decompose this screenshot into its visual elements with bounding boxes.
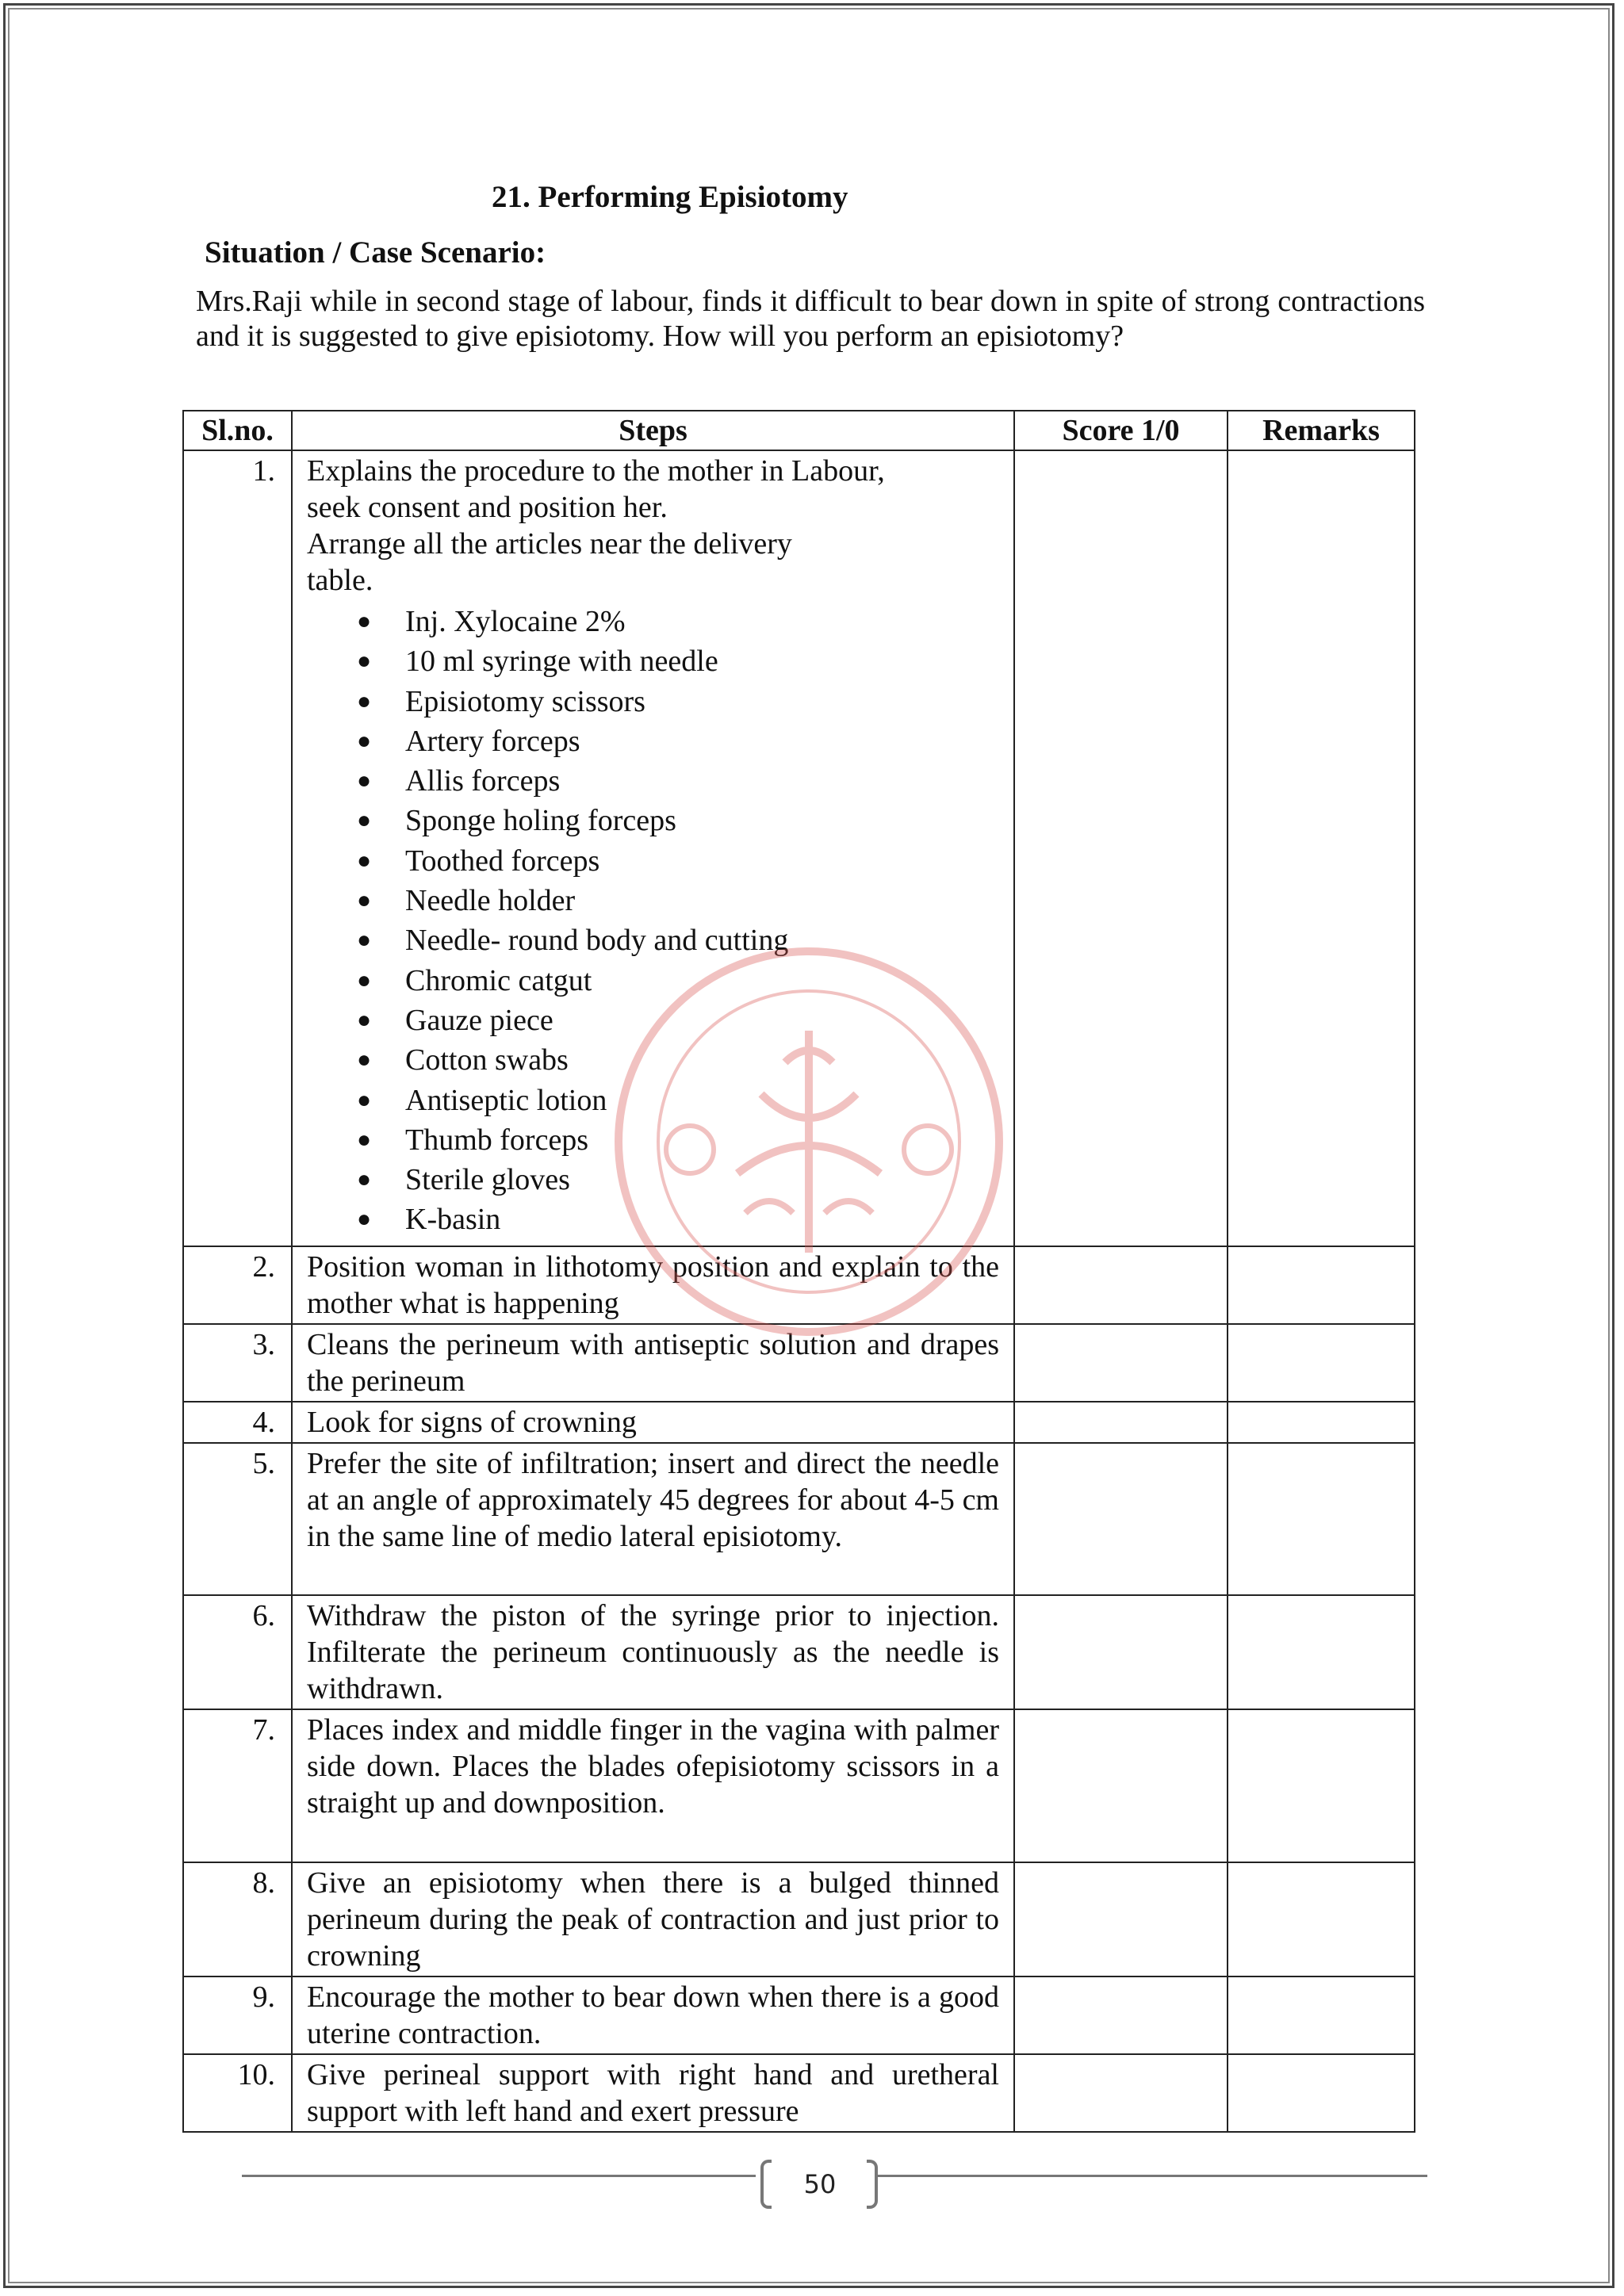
score-cell[interactable] bbox=[1014, 1595, 1228, 1709]
header-score: Score 1/0 bbox=[1014, 411, 1228, 450]
table-row bbox=[183, 1862, 1415, 1976]
bullet-icon: ● bbox=[357, 966, 372, 993]
score-cell[interactable] bbox=[1014, 1324, 1228, 1402]
row-step-text: Cleans the perineum with antiseptic solution and drapes the perineum bbox=[292, 1324, 1014, 1402]
row-sl-no: 7. bbox=[183, 1709, 292, 1862]
row-sl-no: 10. bbox=[183, 2054, 292, 2132]
score-cell[interactable] bbox=[1014, 1443, 1228, 1595]
list-item: ● Thumb forceps bbox=[307, 1120, 999, 1160]
remarks-cell[interactable] bbox=[1228, 2054, 1415, 2132]
bullet-icon: ● bbox=[357, 608, 372, 634]
list-item: ● Needle holder bbox=[307, 881, 999, 920]
row-sl-no: 6. bbox=[183, 1595, 292, 1709]
bullet-icon: ● bbox=[357, 1086, 372, 1113]
row-step-text: Prefer the site of infiltration; insert and direct the needle at an angle of approximately 45 degrees for about 4-5 cm in the same line of medio lateral episiotomy. bbox=[292, 1443, 1014, 1595]
list-item: ● Inj. Xylocaine 2% bbox=[307, 602, 999, 641]
list-item: ● Allis forceps bbox=[307, 761, 999, 801]
score-cell[interactable] bbox=[1014, 2054, 1228, 2132]
step-line: Explains the procedure to the mother in Labour, bbox=[307, 454, 885, 488]
list-item: ● 10 ml syringe with needle bbox=[307, 641, 999, 681]
page-number: 50 bbox=[803, 2169, 837, 2199]
bullet-icon: ● bbox=[357, 807, 372, 834]
score-cell[interactable] bbox=[1014, 1976, 1228, 2054]
bullet-icon: ● bbox=[357, 927, 372, 954]
score-cell[interactable] bbox=[1014, 1402, 1228, 1443]
score-cell[interactable] bbox=[1014, 450, 1228, 1246]
step-line: seek consent and position her. bbox=[307, 491, 668, 524]
step-line: table. bbox=[307, 564, 373, 597]
list-item: ● Antiseptic lotion bbox=[307, 1081, 999, 1120]
table-row bbox=[183, 1595, 1415, 1709]
bullet-icon: ● bbox=[357, 1206, 372, 1233]
bullet-icon: ● bbox=[357, 727, 372, 754]
case-scenario-text: Mrs.Raji while in second stage of labour, finds it difficult to bear down in spite of strong contractions and it is suggested to give episiotomy. How will you perform an episiotomy? bbox=[196, 285, 1425, 353]
steps-table bbox=[182, 410, 1415, 2133]
row-step-text: Look for signs of crowning bbox=[292, 1402, 1014, 1443]
list-item: ● Gauze piece bbox=[307, 1001, 999, 1040]
footer-divider-right bbox=[877, 2175, 1427, 2177]
list-item: ● K-basin bbox=[307, 1200, 999, 1239]
row-step-text: Position woman in lithotomy position and explain to the mother what is happening bbox=[292, 1246, 1014, 1324]
score-cell[interactable] bbox=[1014, 1862, 1228, 1976]
bullet-icon: ● bbox=[357, 648, 372, 675]
articles-list bbox=[307, 602, 999, 1240]
list-item: ● Cotton swabs bbox=[307, 1040, 999, 1080]
page-number-bracket-left bbox=[760, 2160, 772, 2209]
table-row bbox=[183, 1246, 1415, 1324]
footer-divider-left bbox=[242, 2175, 756, 2177]
remarks-cell[interactable] bbox=[1228, 1443, 1415, 1595]
remarks-cell[interactable] bbox=[1228, 1709, 1415, 1862]
header-remarks: Remarks bbox=[1228, 411, 1415, 450]
score-cell[interactable] bbox=[1014, 1709, 1228, 1862]
table-header-row bbox=[183, 411, 1415, 450]
bullet-icon: ● bbox=[357, 887, 372, 914]
bullet-icon: ● bbox=[357, 1166, 372, 1193]
bullet-icon: ● bbox=[357, 1126, 372, 1153]
header-steps: Steps bbox=[292, 411, 1014, 450]
bullet-icon: ● bbox=[357, 1047, 372, 1073]
table-row bbox=[183, 1324, 1415, 1402]
remarks-cell[interactable] bbox=[1228, 450, 1415, 1246]
remarks-cell[interactable] bbox=[1228, 1595, 1415, 1709]
page-title: 21. Performing Episiotomy bbox=[492, 180, 848, 214]
bullet-icon: ● bbox=[357, 1006, 372, 1033]
table-row bbox=[183, 450, 1415, 1246]
page-number-bracket-right bbox=[867, 2160, 878, 2209]
row-sl-no: 8. bbox=[183, 1862, 292, 1976]
list-item: ● Chromic catgut bbox=[307, 961, 999, 1001]
remarks-cell[interactable] bbox=[1228, 1862, 1415, 1976]
list-item: ● Needle- round body and cutting bbox=[307, 920, 999, 960]
table-row bbox=[183, 1976, 1415, 2054]
bullet-icon: ● bbox=[357, 687, 372, 714]
remarks-cell[interactable] bbox=[1228, 1246, 1415, 1324]
row-step-text: Give perineal support with right hand and uretheral support with left hand and exert pressure bbox=[292, 2054, 1014, 2132]
row-step-text: Give an episiotomy when there is a bulged thinned perineum during the peak of contraction and just prior to crowning bbox=[292, 1862, 1014, 1976]
table-row bbox=[183, 1402, 1415, 1443]
row-step-text: Encourage the mother to bear down when there is a good uterine contraction. bbox=[292, 1976, 1014, 2054]
step-line: Arrange all the articles near the delivery bbox=[307, 527, 792, 561]
list-item: ● Episiotomy scissors bbox=[307, 682, 999, 721]
header-sl-no: Sl.no. bbox=[183, 411, 292, 450]
row-step-text: Places index and middle finger in the vagina with palmer side down. Places the blades ofepisiotomy scissors in a straight up and downposition. bbox=[292, 1709, 1014, 1862]
bullet-icon: ● bbox=[357, 767, 372, 794]
bullet-icon: ● bbox=[357, 847, 372, 874]
row-sl-no: 9. bbox=[183, 1976, 292, 2054]
table-row bbox=[183, 1709, 1415, 1862]
remarks-cell[interactable] bbox=[1228, 1976, 1415, 2054]
remarks-cell[interactable] bbox=[1228, 1324, 1415, 1402]
row-step-text bbox=[292, 450, 1014, 1246]
table-row bbox=[183, 2054, 1415, 2132]
row-sl-no: 5. bbox=[183, 1443, 292, 1595]
list-item: ● Sterile gloves bbox=[307, 1160, 999, 1200]
row-sl-no: 3. bbox=[183, 1324, 292, 1402]
row-sl-no: 4. bbox=[183, 1402, 292, 1443]
list-item: ● Sponge holing forceps bbox=[307, 801, 999, 840]
row-step-text: Withdraw the piston of the syringe prior to injection. Infilterate the perineum continuously as the needle is withdrawn. bbox=[292, 1595, 1014, 1709]
remarks-cell[interactable] bbox=[1228, 1402, 1415, 1443]
table-row bbox=[183, 1443, 1415, 1595]
list-item: ● Toothed forceps bbox=[307, 841, 999, 881]
section-heading: Situation / Case Scenario: bbox=[205, 235, 546, 270]
row-sl-no: 2. bbox=[183, 1246, 292, 1324]
row-sl-no: 1. bbox=[183, 450, 292, 1246]
list-item: ● Artery forceps bbox=[307, 721, 999, 761]
score-cell[interactable] bbox=[1014, 1246, 1228, 1324]
